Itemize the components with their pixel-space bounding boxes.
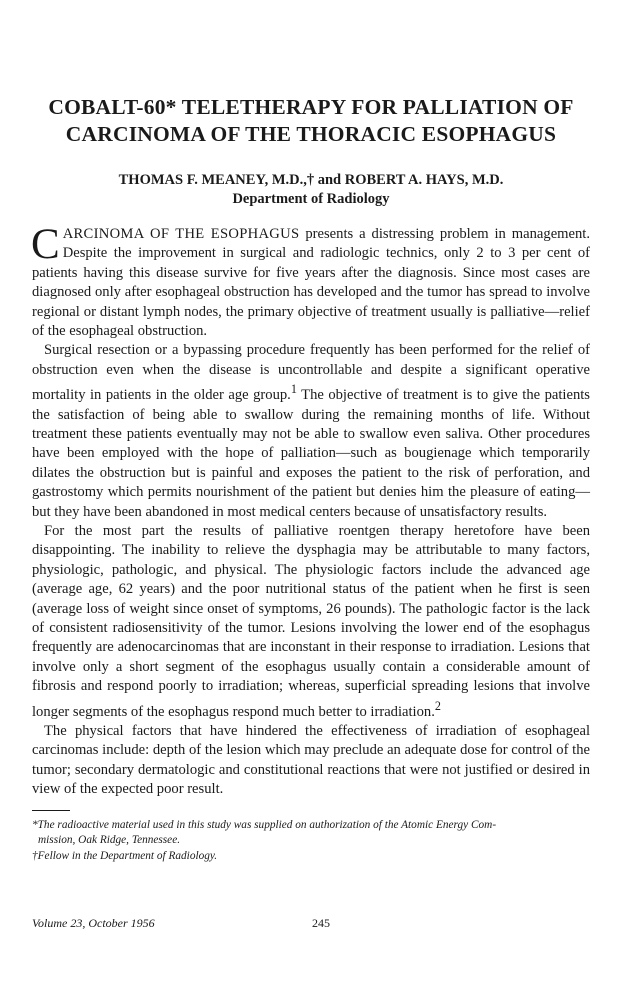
title-line-2: CARCINOMA OF THE THORACIC ESOPHAGUS	[65, 122, 557, 146]
paragraph-2	[32, 341, 590, 522]
article-title	[32, 94, 590, 148]
paragraph-2-text-b: The objective of treatment is to give the patients the satisfaction of being able to swallow during the remaining months of life. Without treatment these patients eventually may not be able to swallow even saliva. Other procedures have been employed with the hope of palliation—such as bougienage which temporarily dilates the obstruction but is painful and exposes the patient to the risk of perforation, and gastrostomy which permits nourishment of the patient but denies him the pleasure of eating—but they have been abandoned in most medical centers because of unsatisfactory results.	[32, 387, 590, 520]
paragraph-1-text: presents a distressing problem in management. Despite the improvement in surgical and radiologic technics, only 2 to 3 per cent of patients having this disease survive for five years after the diagnosis. Since most cases are diagnosed only after esophageal obstruction has developed and the tumor has spread to involve regional or distant lymph nodes, the primary objective of treatment usually is palliative—relief of the esophageal obstruction.	[32, 226, 590, 340]
article-body	[31, 221, 590, 800]
department: Department of Radiology	[232, 191, 390, 207]
article-page	[32, 0, 590, 864]
footnote-2: †Fellow in the Department of Radiology.	[32, 849, 218, 862]
footnotes	[32, 818, 590, 865]
reference-1: 1	[290, 382, 297, 397]
title-line-1: COBALT-60* TELETHERAPY FOR PALLIATION OF	[48, 95, 574, 119]
paragraph-3	[32, 522, 590, 722]
paragraph-4-text: The physical factors that have hindered the effectiveness of irradiation of esophageal carcinomas include: depth of the lesion which may preclude an adequate dose for control of the tumor; secondary dermatologic and constitutional reactions that were not justified or desired in view of the expected poor result.	[32, 722, 590, 798]
author-names: THOMAS F. MEANEY, M.D.,† and ROBERT A. HAYS, M.D.	[118, 172, 504, 188]
paragraph-4	[32, 722, 590, 800]
paragraph-3-text: For the most part the results of palliative roentgen therapy heretofore have been disappointing. The inability to relieve the dysphagia may be attributable to many factors, physiologic, pathologic, and physical. The physiologic factors include the advanced age (average age, 62 years) and the poor nutritional status of the patient when he first is seen (average loss of weight since onset of symptoms, 26 pounds). The pathologic factor is the lack of consistent radiosensitivity of the tumor. Lesions involving the lower end of the esophagus frequently are adenocarcinomas that are inconstant in their response to irradiation. Lesions that involve only a short segment of the esophagus usually contain a considerable amount of fibrosis and respond poorly to irradiation; whereas, superficial spreading lesions that involve longer segments of the esophagus respond much better to irradiation.	[32, 522, 590, 720]
page-number: 245	[312, 916, 330, 930]
volume-info: Volume 23, October 1956	[32, 916, 155, 930]
page-footer	[32, 916, 590, 931]
paragraph-2-text-a: Surgical resection or a bypassing procedure frequently has been performed for the relief of obstruction even when the disease is uncontrollable and despite a significant operative mortality in patients in the older age group.	[32, 342, 590, 404]
footnote-1-line-1: *The radioactive material used in this study was supplied on authorization of the Atomic Energy Com-	[32, 818, 497, 831]
opening-small-caps: ARCINOMA OF THE ESOPHAGUS	[62, 226, 300, 242]
footnote-rule	[32, 810, 70, 811]
paragraph-1	[31, 221, 590, 341]
reference-2: 2	[434, 698, 441, 713]
drop-cap: C	[31, 221, 60, 268]
footnote-1-line-2: mission, Oak Ridge, Tennessee.	[38, 834, 181, 846]
author-block	[32, 171, 590, 209]
